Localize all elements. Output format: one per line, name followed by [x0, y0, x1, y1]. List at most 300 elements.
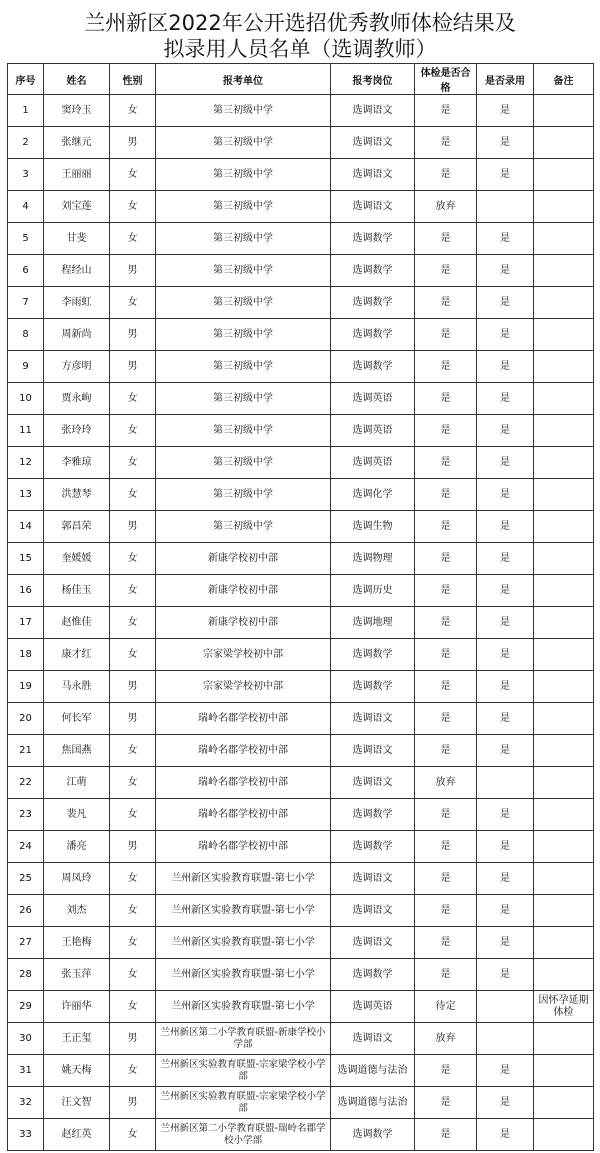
col-exam-passed-cell: 是 [415, 671, 477, 703]
col-name-cell: 方彦明 [44, 351, 110, 383]
col-unit-cell: 瑞岭名郡学校初中部 [156, 735, 331, 767]
col-name-cell: 洪慧琴 [44, 479, 110, 511]
col-post-cell: 选调道德与法治 [331, 1087, 415, 1119]
col-name-cell: 周新尚 [44, 319, 110, 351]
col-index-cell: 32 [8, 1087, 44, 1119]
col-exam-passed-cell: 是 [415, 959, 477, 991]
col-index-cell: 9 [8, 351, 44, 383]
col-unit-cell: 兰州新区实验教育联盟-第七小学 [156, 863, 331, 895]
col-hired-cell: 是 [477, 831, 534, 863]
header-col-post: 报考岗位 [331, 64, 415, 95]
col-exam-passed-cell: 是 [415, 1055, 477, 1087]
col-index-cell: 21 [8, 735, 44, 767]
col-name-cell: 李雅琼 [44, 447, 110, 479]
col-name-cell: 王正玺 [44, 1023, 110, 1055]
col-hired-cell: 是 [477, 159, 534, 191]
col-unit-cell: 兰州新区实验教育联盟-第七小学 [156, 895, 331, 927]
col-post-cell: 选调道德与法治 [331, 1055, 415, 1087]
col-remarks-cell [534, 287, 594, 319]
col-name-cell: 赵红英 [44, 1119, 110, 1151]
col-name-cell: 许丽华 [44, 991, 110, 1023]
title-line-2: 拟录用人员名单（选调教师） [163, 37, 437, 61]
table-row [8, 159, 594, 191]
col-gender-cell: 男 [110, 319, 156, 351]
table-row [8, 415, 594, 447]
header-col-gender: 性别 [110, 64, 156, 95]
col-name-cell: 裴凡 [44, 799, 110, 831]
col-index-cell: 29 [8, 991, 44, 1023]
col-remarks-cell [534, 1119, 594, 1151]
col-index-cell: 20 [8, 703, 44, 735]
col-remarks-cell [534, 223, 594, 255]
col-hired-cell: 是 [477, 1119, 534, 1151]
col-remarks-cell [534, 255, 594, 287]
col-name-cell: 张玉萍 [44, 959, 110, 991]
col-exam-passed-cell: 是 [415, 735, 477, 767]
col-exam-passed-cell: 放弃 [415, 1023, 477, 1055]
table-row [8, 447, 594, 479]
col-remarks-cell [534, 767, 594, 799]
table-row [8, 735, 594, 767]
col-hired-cell [477, 767, 534, 799]
col-index-cell: 10 [8, 383, 44, 415]
header-row [8, 64, 594, 95]
col-gender-cell: 男 [110, 1023, 156, 1055]
col-index-cell: 24 [8, 831, 44, 863]
col-hired-cell: 是 [477, 575, 534, 607]
col-unit-cell: 第三初级中学 [156, 351, 331, 383]
col-unit-cell: 新康学校初中部 [156, 575, 331, 607]
col-exam-passed-cell: 是 [415, 287, 477, 319]
col-post-cell: 选调语文 [331, 191, 415, 223]
col-index-cell: 26 [8, 895, 44, 927]
header-col-name: 姓名 [44, 64, 110, 95]
table-row [8, 191, 594, 223]
col-gender-cell: 女 [110, 543, 156, 575]
col-name-cell: 李雨虹 [44, 287, 110, 319]
col-gender-cell: 男 [110, 671, 156, 703]
col-remarks-cell [534, 1055, 594, 1087]
col-hired-cell: 是 [477, 255, 534, 287]
col-unit-cell: 第三初级中学 [156, 159, 331, 191]
col-index-cell: 22 [8, 767, 44, 799]
col-post-cell: 选调数学 [331, 639, 415, 671]
table-row [8, 95, 594, 127]
header-col-index: 序号 [8, 64, 44, 95]
table-row [8, 1119, 594, 1151]
col-index-cell: 33 [8, 1119, 44, 1151]
col-exam-passed-cell: 是 [415, 575, 477, 607]
table-row [8, 959, 594, 991]
col-index-cell: 6 [8, 255, 44, 287]
col-name-cell: 程经山 [44, 255, 110, 287]
col-name-cell: 何长军 [44, 703, 110, 735]
col-post-cell: 选调数学 [331, 351, 415, 383]
col-name-cell: 周凤玲 [44, 863, 110, 895]
col-post-cell: 选调历史 [331, 575, 415, 607]
col-post-cell: 选调数学 [331, 671, 415, 703]
col-gender-cell: 女 [110, 95, 156, 127]
col-post-cell: 选调数学 [331, 223, 415, 255]
col-name-cell: 张继元 [44, 127, 110, 159]
col-unit-cell: 第三初级中学 [156, 479, 331, 511]
col-remarks-cell [534, 1023, 594, 1055]
col-index-cell: 11 [8, 415, 44, 447]
col-index-cell: 1 [8, 95, 44, 127]
col-unit-cell: 瑞岭名郡学校初中部 [156, 831, 331, 863]
col-post-cell: 选调语文 [331, 159, 415, 191]
col-exam-passed-cell: 是 [415, 831, 477, 863]
col-exam-passed-cell: 是 [415, 639, 477, 671]
col-exam-passed-cell: 待定 [415, 991, 477, 1023]
col-index-cell: 25 [8, 863, 44, 895]
col-name-cell: 郭昌荣 [44, 511, 110, 543]
col-unit-cell: 兰州新区实验教育联盟-第七小学 [156, 991, 331, 1023]
table-row [8, 255, 594, 287]
col-name-cell: 奎媛媛 [44, 543, 110, 575]
col-index-cell: 23 [8, 799, 44, 831]
col-remarks-cell [534, 447, 594, 479]
col-exam-passed-cell: 放弃 [415, 191, 477, 223]
col-index-cell: 8 [8, 319, 44, 351]
col-index-cell: 28 [8, 959, 44, 991]
col-post-cell: 选调数学 [331, 799, 415, 831]
col-exam-passed-cell: 是 [415, 319, 477, 351]
col-gender-cell: 男 [110, 703, 156, 735]
col-post-cell: 选调语文 [331, 735, 415, 767]
col-unit-cell: 兰州新区实验教育联盟-第七小学 [156, 927, 331, 959]
col-exam-passed-cell: 是 [415, 863, 477, 895]
results-table [7, 63, 594, 1151]
col-remarks-cell [534, 671, 594, 703]
table-row [8, 1087, 594, 1119]
col-index-cell: 27 [8, 927, 44, 959]
table-row [8, 1023, 594, 1055]
col-unit-cell: 兰州新区实验教育联盟-宗家梁学校小学部 [156, 1055, 331, 1087]
col-index-cell: 14 [8, 511, 44, 543]
col-name-cell: 赵惟佳 [44, 607, 110, 639]
col-name-cell: 潘亮 [44, 831, 110, 863]
col-unit-cell: 第三初级中学 [156, 383, 331, 415]
col-name-cell: 刘宝莲 [44, 191, 110, 223]
col-remarks-cell [534, 511, 594, 543]
col-exam-passed-cell: 是 [415, 895, 477, 927]
col-post-cell: 选调语文 [331, 127, 415, 159]
col-hired-cell: 是 [477, 703, 534, 735]
col-hired-cell: 是 [477, 959, 534, 991]
col-gender-cell: 女 [110, 191, 156, 223]
col-unit-cell: 瑞岭名郡学校初中部 [156, 799, 331, 831]
col-gender-cell: 女 [110, 383, 156, 415]
col-index-cell: 31 [8, 1055, 44, 1087]
col-gender-cell: 女 [110, 895, 156, 927]
col-gender-cell: 女 [110, 767, 156, 799]
col-hired-cell: 是 [477, 479, 534, 511]
col-post-cell: 选调数学 [331, 255, 415, 287]
col-unit-cell: 第三初级中学 [156, 127, 331, 159]
table-body [8, 95, 594, 1151]
col-hired-cell: 是 [477, 639, 534, 671]
col-unit-cell: 瑞岭名郡学校初中部 [156, 767, 331, 799]
col-exam-passed-cell: 是 [415, 1119, 477, 1151]
col-unit-cell: 第三初级中学 [156, 191, 331, 223]
col-gender-cell: 女 [110, 863, 156, 895]
col-exam-passed-cell: 是 [415, 1087, 477, 1119]
col-post-cell: 选调物理 [331, 543, 415, 575]
title-line-1: 兰州新区2022年公开选招优秀教师体检结果及 [84, 11, 516, 35]
table-row [8, 223, 594, 255]
table-row [8, 639, 594, 671]
col-remarks-cell [534, 575, 594, 607]
table-row [8, 671, 594, 703]
col-gender-cell: 女 [110, 223, 156, 255]
col-remarks-cell [534, 735, 594, 767]
col-exam-passed-cell: 是 [415, 159, 477, 191]
col-post-cell: 选调英语 [331, 991, 415, 1023]
col-unit-cell: 第三初级中学 [156, 255, 331, 287]
col-name-cell: 杨佳玉 [44, 575, 110, 607]
col-index-cell: 15 [8, 543, 44, 575]
col-hired-cell: 是 [477, 511, 534, 543]
col-unit-cell: 宗家梁学校初中部 [156, 671, 331, 703]
col-unit-cell: 新康学校初中部 [156, 543, 331, 575]
col-index-cell: 2 [8, 127, 44, 159]
col-unit-cell: 兰州新区第二小学教育联盟-新康学校小学部 [156, 1023, 331, 1055]
col-gender-cell: 女 [110, 159, 156, 191]
col-hired-cell [477, 991, 534, 1023]
col-name-cell: 江萌 [44, 767, 110, 799]
col-hired-cell: 是 [477, 383, 534, 415]
col-post-cell: 选调生物 [331, 511, 415, 543]
table-row [8, 319, 594, 351]
table-row [8, 575, 594, 607]
col-remarks-cell [534, 479, 594, 511]
col-hired-cell: 是 [477, 895, 534, 927]
col-exam-passed-cell: 是 [415, 223, 477, 255]
col-exam-passed-cell: 是 [415, 927, 477, 959]
col-hired-cell: 是 [477, 671, 534, 703]
col-exam-passed-cell: 放弃 [415, 767, 477, 799]
table-row [8, 831, 594, 863]
table-row [8, 511, 594, 543]
col-index-cell: 13 [8, 479, 44, 511]
col-remarks-cell [534, 831, 594, 863]
col-gender-cell: 男 [110, 831, 156, 863]
col-unit-cell: 第三初级中学 [156, 415, 331, 447]
col-unit-cell: 兰州新区第二小学教育联盟-瑞岭名郡学校小学部 [156, 1119, 331, 1151]
col-hired-cell: 是 [477, 127, 534, 159]
col-post-cell: 选调语文 [331, 863, 415, 895]
col-name-cell: 刘杰 [44, 895, 110, 927]
col-remarks-cell [534, 639, 594, 671]
col-gender-cell: 女 [110, 959, 156, 991]
col-name-cell: 王丽丽 [44, 159, 110, 191]
col-hired-cell: 是 [477, 927, 534, 959]
col-name-cell: 张玲玲 [44, 415, 110, 447]
col-gender-cell: 女 [110, 1055, 156, 1087]
col-index-cell: 19 [8, 671, 44, 703]
table-row [8, 991, 594, 1023]
col-exam-passed-cell: 是 [415, 255, 477, 287]
col-index-cell: 17 [8, 607, 44, 639]
col-post-cell: 选调数学 [331, 319, 415, 351]
col-name-cell: 王艳梅 [44, 927, 110, 959]
col-hired-cell: 是 [477, 1087, 534, 1119]
col-index-cell: 5 [8, 223, 44, 255]
col-remarks-cell [534, 191, 594, 223]
col-unit-cell: 第三初级中学 [156, 287, 331, 319]
col-index-cell: 16 [8, 575, 44, 607]
col-name-cell: 康才红 [44, 639, 110, 671]
col-post-cell: 选调化学 [331, 479, 415, 511]
col-post-cell: 选调英语 [331, 447, 415, 479]
col-name-cell: 姚天梅 [44, 1055, 110, 1087]
col-name-cell: 汪文智 [44, 1087, 110, 1119]
col-post-cell: 选调地理 [331, 607, 415, 639]
col-post-cell: 选调语文 [331, 703, 415, 735]
col-post-cell: 选调语文 [331, 927, 415, 959]
col-remarks-cell [534, 799, 594, 831]
col-gender-cell: 女 [110, 735, 156, 767]
col-hired-cell: 是 [477, 447, 534, 479]
col-unit-cell: 第三初级中学 [156, 223, 331, 255]
table-row [8, 927, 594, 959]
table-row [8, 799, 594, 831]
col-unit-cell: 瑞岭名郡学校初中部 [156, 703, 331, 735]
col-post-cell: 选调数学 [331, 287, 415, 319]
col-gender-cell: 男 [110, 255, 156, 287]
col-post-cell: 选调语文 [331, 1023, 415, 1055]
col-post-cell: 选调数学 [331, 831, 415, 863]
col-remarks-cell [534, 351, 594, 383]
col-unit-cell: 宗家梁学校初中部 [156, 639, 331, 671]
col-remarks-cell [534, 95, 594, 127]
col-hired-cell: 是 [477, 1055, 534, 1087]
table-row [8, 607, 594, 639]
table-row [8, 543, 594, 575]
col-unit-cell: 第三初级中学 [156, 95, 331, 127]
col-name-cell: 窦玲玉 [44, 95, 110, 127]
table-row [8, 895, 594, 927]
col-remarks-cell [534, 703, 594, 735]
col-name-cell: 马永胜 [44, 671, 110, 703]
col-name-cell: 贾永岣 [44, 383, 110, 415]
col-post-cell: 选调英语 [331, 415, 415, 447]
table-row [8, 351, 594, 383]
col-exam-passed-cell: 是 [415, 543, 477, 575]
col-remarks-cell [534, 415, 594, 447]
col-exam-passed-cell: 是 [415, 95, 477, 127]
col-remarks-cell: 因怀孕延期体检 [534, 991, 594, 1023]
col-index-cell: 4 [8, 191, 44, 223]
col-hired-cell: 是 [477, 543, 534, 575]
col-gender-cell: 女 [110, 607, 156, 639]
col-hired-cell [477, 191, 534, 223]
col-remarks-cell [534, 895, 594, 927]
col-remarks-cell [534, 1087, 594, 1119]
table-row [8, 703, 594, 735]
col-remarks-cell [534, 543, 594, 575]
table-row [8, 1055, 594, 1087]
col-hired-cell: 是 [477, 799, 534, 831]
col-post-cell: 选调数学 [331, 959, 415, 991]
col-exam-passed-cell: 是 [415, 703, 477, 735]
col-hired-cell: 是 [477, 607, 534, 639]
col-gender-cell: 男 [110, 1087, 156, 1119]
header-col-hired: 是否录用 [477, 64, 534, 95]
col-hired-cell: 是 [477, 351, 534, 383]
col-remarks-cell [534, 863, 594, 895]
col-gender-cell: 女 [110, 799, 156, 831]
col-exam-passed-cell: 是 [415, 447, 477, 479]
table-row [8, 863, 594, 895]
col-remarks-cell [534, 959, 594, 991]
col-unit-cell: 第三初级中学 [156, 319, 331, 351]
col-exam-passed-cell: 是 [415, 383, 477, 415]
col-hired-cell: 是 [477, 95, 534, 127]
table-row [8, 127, 594, 159]
col-gender-cell: 女 [110, 639, 156, 671]
table-row [8, 287, 594, 319]
col-gender-cell: 男 [110, 127, 156, 159]
col-remarks-cell [534, 927, 594, 959]
col-gender-cell: 女 [110, 991, 156, 1023]
col-gender-cell: 女 [110, 479, 156, 511]
col-remarks-cell [534, 383, 594, 415]
col-remarks-cell [534, 159, 594, 191]
header-col-unit: 报考单位 [156, 64, 331, 95]
col-unit-cell: 第三初级中学 [156, 447, 331, 479]
col-unit-cell: 兰州新区实验教育联盟-第七小学 [156, 959, 331, 991]
col-index-cell: 7 [8, 287, 44, 319]
col-gender-cell: 女 [110, 287, 156, 319]
col-remarks-cell [534, 319, 594, 351]
col-gender-cell: 男 [110, 351, 156, 383]
col-gender-cell: 女 [110, 927, 156, 959]
col-exam-passed-cell: 是 [415, 351, 477, 383]
table-row [8, 479, 594, 511]
col-hired-cell: 是 [477, 415, 534, 447]
table-row [8, 767, 594, 799]
col-post-cell: 选调语文 [331, 895, 415, 927]
col-gender-cell: 女 [110, 1119, 156, 1151]
col-hired-cell: 是 [477, 735, 534, 767]
col-post-cell: 选调英语 [331, 383, 415, 415]
col-hired-cell: 是 [477, 287, 534, 319]
col-name-cell: 甘斐 [44, 223, 110, 255]
col-exam-passed-cell: 是 [415, 511, 477, 543]
col-hired-cell: 是 [477, 319, 534, 351]
col-remarks-cell [534, 607, 594, 639]
col-unit-cell: 兰州新区实验教育联盟-宗家梁学校小学部 [156, 1087, 331, 1119]
col-hired-cell: 是 [477, 863, 534, 895]
col-gender-cell: 女 [110, 415, 156, 447]
col-gender-cell: 女 [110, 575, 156, 607]
col-post-cell: 选调数学 [331, 1119, 415, 1151]
header-col-exam-passed: 体检是否合格 [415, 64, 477, 95]
col-post-cell: 选调语文 [331, 767, 415, 799]
col-remarks-cell [534, 127, 594, 159]
col-post-cell: 选调语文 [331, 95, 415, 127]
col-unit-cell: 新康学校初中部 [156, 607, 331, 639]
col-index-cell: 3 [8, 159, 44, 191]
col-index-cell: 30 [8, 1023, 44, 1055]
col-exam-passed-cell: 是 [415, 607, 477, 639]
table-row [8, 383, 594, 415]
col-exam-passed-cell: 是 [415, 127, 477, 159]
col-gender-cell: 女 [110, 447, 156, 479]
col-unit-cell: 第三初级中学 [156, 511, 331, 543]
